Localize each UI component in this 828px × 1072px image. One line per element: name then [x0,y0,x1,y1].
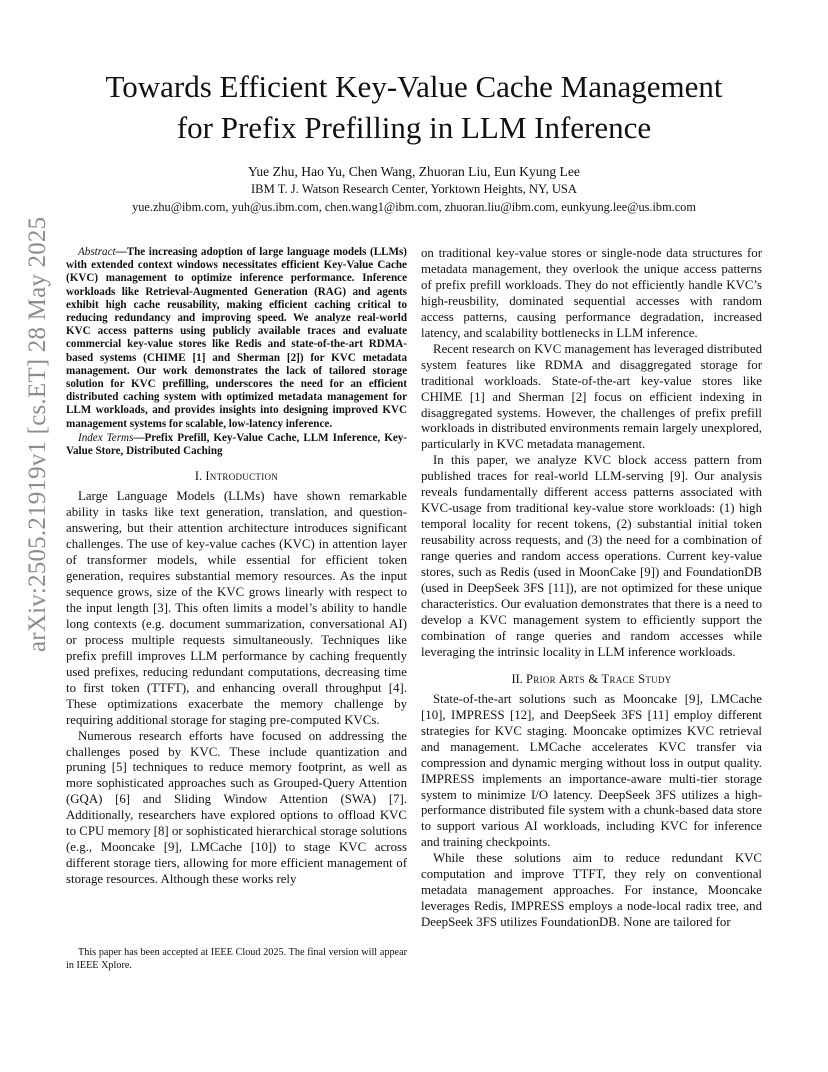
section-number: II. [511,671,527,686]
section-heading-prior-arts [421,671,762,687]
section-number: I. [194,469,206,484]
paragraph: State-of-the-art solutions such as Mooncake [9], LMCache [10], IMPRESS [12], and DeepSeek 3FS [11] employ different strategies for KVC staging. Mooncake optimizes KVC retrieval and management. LMCache accelerates KVC transfer via compression and dynamic merging without loss in output quality. IMPRESS implements an importance-aware multi-tier storage system to minimize I/O latency. DeepSeek 3FS utilizes a high-performance distributed file system with a chunk-based data store to support various AI workloads, including KVC for inference and training checkpoints. [421,691,762,850]
index-terms-text: —Prefix Prefill, Key-Value Cache, LLM Inference, Key-Value Store, Distributed Caching [66,431,407,458]
section-title: Introduction [205,469,279,484]
author-list: Yue Zhu, Hao Yu, Chen Wang, Zhuoran Liu, Eun Kyung Lee [248,164,580,179]
left-column [66,246,407,888]
affiliation: IBM T. J. Watson Research Center, Yorktown Heights, NY, USA [250,182,578,196]
abstract [66,246,407,431]
title-line-1: Towards Efficient Key-Value Cache Management [105,69,723,104]
paragraph: In this paper, we analyze KVC block access pattern from published traces for real-world LLM-serving [9]. Our analysis reveals fundamentally different access patterns associated with KVC-usage from traditional key-value store workloads: (1) high temporal locality for recent tokens, (2) substantial initial token reusability across requests, and (3) the need for a combination of range queries and random access operations. Current key-value stores, such as Redis (used in MoonCake [9]) and FoundationDB (used in DeepSeek 3FS [11]), are not optimized for these unique characteristics. Our evaluation demonstrates that there is a need to develop a KVC management system to efficiently support the combination of range queries and random accesses while leveraging the intrinsic locality in LLM inference workloads. [421,453,762,659]
index-terms [66,432,407,458]
title-line-2: for Prefix Prefilling in LLM Inference [176,110,652,145]
arxiv-side-stamp: arXiv:2505.21919v1 [cs.ET] 28 May 2025 [24,216,51,652]
paper-title [60,66,768,148]
abstract-lead: Abstract [78,246,116,258]
paragraph: Recent research on KVC management has leveraged distributed system features like RDMA and disaggregated storage for traditional workloads. State-of-the-art key-value stores like CHIME [1] and Sherman [2] focus on efficient indexing in disaggregated systems. However, the challenges of prefix prefill workloads in distributed environments remain largely unexplored, particularly in KVC metadata management. [421,341,762,452]
right-column [421,246,762,931]
footnote: This paper has been accepted at IEEE Cloud 2025. The final version will appear in IEEE Xplore. [66,947,407,971]
section-title: Prior Arts & Trace Study [526,671,672,686]
abstract-text: —The increasing adoption of large language models (LLMs) with extended context windows necessitates efficient Key-Value Cache (KVC) management to optimize inference performance. Inference workloads like Retrieval-Augmented Generation (RAG) and agents exhibit high cache reusability, making efficient caching critical to reducing redundancy and improving speed. We analyze real-world KVC access patterns using publicly available traces and evaluate commercial key-value stores like Redis and state-of-the-art RDMA-based systems (CHIME [1] and Sherman [2]) for KVC metadata management. Our work demonstrates the lack of tailored storage solution for KVC prefilling, underscores the need for an efficient distributed caching system with optimized metadata management for LLM workloads, and provides insights into designing improved KVC management systems for scalable, low-latency inference. [66,246,407,430]
paragraph: While these solutions aim to reduce redundant KVC computation and improve TTFT, they rely on conventional metadata management approaches. For instance, Mooncake leverages Redis, IMPRESS employs a node-local radix tree, and DeepSeek 3FS utilizes FoundationDB. None are tailored for [421,851,762,930]
section-heading-introduction [66,468,407,484]
author-emails: yue.zhu@ibm.com, yuh@us.ibm.com, chen.wang1@ibm.com, zhuoran.liu@ibm.com, eunkyung.lee@us.ibm.com [132,200,696,214]
paragraph: on traditional key-value stores or single-node data structures for metadata management, they overlook the unique access patterns of prefix prefill workloads. They do not efficiently handle KVC’s high-reusbility, dominated sequential accesses with random access patterns, causing performance degradation, increased latency, and scalability bottlenecks in LLM inference. [421,246,762,340]
index-terms-lead: Index Terms [78,431,134,444]
paragraph: Numerous research efforts have focused on addressing the challenges posed by KVC. These include quantization and pruning [5] techniques to reduce memory footprint, as well as more sophisticated approaches such as Grouped-Query Attention (GQA) [6] and Sliding Window Attention (SWA) [7]. Additionally, researchers have explored options to offload KVC to CPU memory [8] or sophisticated hierarchical storage solutions (e.g., Mooncake [9], LMCache [10]) to stage KVC across different storage tiers, allowing for more efficient management of storage resources. Although these works rely [66,728,407,887]
paragraph: Large Language Models (LLMs) have shown remarkable ability in tasks like text generation, translation, and question-answering, but their attention architecture introduces significant challenges. The use of key-value caches (KVC) in attention layer of transformer models, while essential for efficient token generation, requires substantial memory resources. As the input sequence grows, size of the KVC grows linearly with respect to the input length [3]. This often limits a model’s ability to handle long contexts (e.g. document summarization, conversational AI) or process multiple requests simultaneously. Techniques like prefix prefill improves LLM performance by caching frequently used prefixes, reducing redundant computations, decreasing time to first token (TTFT), and enhancing overall throughput [4]. These optimizations exacerbate the memory challenge by requiring additional storage for staging pre-computed KVCs. [66,489,407,727]
